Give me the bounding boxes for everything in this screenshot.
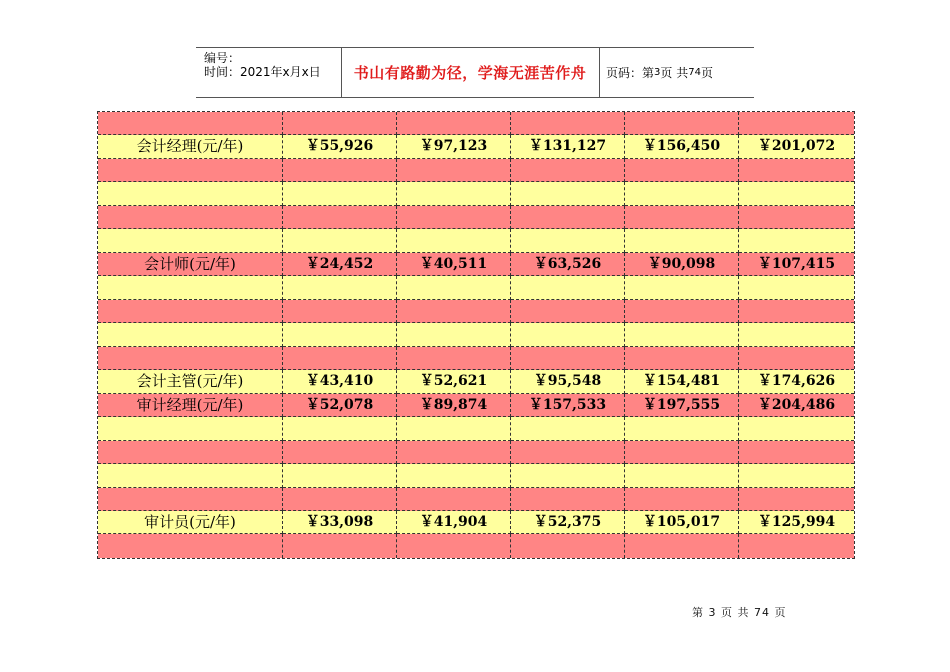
row-label-cell: 会计师(元/年) — [98, 253, 283, 276]
salary-cell — [283, 417, 397, 440]
table-row — [98, 370, 854, 393]
row-label-cell — [98, 229, 283, 252]
salary-cell — [397, 488, 511, 511]
row-label-cell — [98, 276, 283, 299]
salary-cell — [397, 300, 511, 323]
salary-cell — [283, 347, 397, 370]
salary-cell — [625, 464, 739, 487]
salary-cell — [283, 464, 397, 487]
table-row — [98, 253, 854, 276]
table-row — [98, 464, 854, 487]
salary-cell — [739, 534, 854, 557]
row-label-cell: 会计主管(元/年) — [98, 370, 283, 393]
salary-cell: ￥33,098 — [283, 511, 397, 534]
page-footer: 第 3 页 共 74 页 — [692, 606, 787, 619]
salary-cell: ￥197,555 — [625, 394, 739, 417]
salary-cell: ￥40,511 — [397, 253, 511, 276]
table-row — [98, 229, 854, 252]
salary-cell: ￥154,481 — [625, 370, 739, 393]
salary-cell — [511, 464, 625, 487]
salary-cell: ￥43,410 — [283, 370, 397, 393]
salary-cell — [739, 347, 854, 370]
salary-cell — [625, 347, 739, 370]
salary-cell — [397, 441, 511, 464]
salary-cell — [397, 347, 511, 370]
salary-cell: ￥95,548 — [511, 370, 625, 393]
salary-cell — [625, 206, 739, 229]
salary-cell — [283, 323, 397, 346]
salary-cell — [397, 112, 511, 135]
salary-cell — [625, 488, 739, 511]
salary-cell — [739, 323, 854, 346]
row-label-cell — [98, 159, 283, 182]
row-label-cell: 审计员(元/年) — [98, 511, 283, 534]
salary-cell — [625, 417, 739, 440]
salary-cell — [625, 323, 739, 346]
salary-cell: ￥174,626 — [739, 370, 854, 393]
row-label-cell: 审计经理(元/年) — [98, 394, 283, 417]
row-label-cell — [98, 441, 283, 464]
table-row — [98, 347, 854, 370]
salary-cell — [739, 441, 854, 464]
salary-cell: ￥89,874 — [397, 394, 511, 417]
salary-cell — [397, 229, 511, 252]
salary-cell: ￥90,098 — [625, 253, 739, 276]
salary-cell — [283, 276, 397, 299]
header-divider — [599, 48, 600, 97]
header-number-label: 编号： — [204, 51, 241, 65]
salary-cell — [739, 488, 854, 511]
salary-cell: ￥105,017 — [625, 511, 739, 534]
salary-cell — [739, 112, 854, 135]
header-slogan: 书山有路勤为径，学海无涯苦作舟 — [353, 64, 587, 82]
table-row — [98, 206, 854, 229]
salary-cell — [739, 182, 854, 205]
table-row — [98, 300, 854, 323]
salary-cell — [625, 229, 739, 252]
salary-cell — [511, 323, 625, 346]
table-row — [98, 323, 854, 346]
salary-cell — [397, 464, 511, 487]
row-label-cell — [98, 417, 283, 440]
salary-cell — [625, 300, 739, 323]
salary-cell — [283, 159, 397, 182]
salary-cell — [283, 300, 397, 323]
salary-cell — [625, 159, 739, 182]
salary-cell: ￥204,486 — [739, 394, 854, 417]
salary-cell — [511, 300, 625, 323]
salary-cell — [283, 534, 397, 557]
row-label-cell — [98, 206, 283, 229]
salary-cell — [739, 229, 854, 252]
table-row — [98, 394, 854, 417]
row-label-cell — [98, 323, 283, 346]
salary-cell — [397, 323, 511, 346]
salary-cell — [511, 206, 625, 229]
salary-cell — [511, 534, 625, 557]
table-row — [98, 511, 854, 534]
salary-cell — [511, 276, 625, 299]
salary-cell — [283, 488, 397, 511]
salary-cell: ￥63,526 — [511, 253, 625, 276]
salary-cell — [397, 159, 511, 182]
table-row — [98, 112, 854, 135]
salary-cell: ￥52,375 — [511, 511, 625, 534]
salary-cell — [511, 182, 625, 205]
salary-cell: ￥156,450 — [625, 135, 739, 158]
table-row — [98, 135, 854, 158]
salary-cell — [511, 441, 625, 464]
salary-cell — [625, 441, 739, 464]
salary-cell — [625, 534, 739, 557]
salary-cell — [283, 229, 397, 252]
salary-cell — [625, 276, 739, 299]
salary-cell — [397, 206, 511, 229]
table-row — [98, 159, 854, 182]
salary-cell — [283, 206, 397, 229]
row-label-cell: 会计经理(元/年) — [98, 135, 283, 158]
row-label-cell — [98, 488, 283, 511]
salary-cell — [397, 276, 511, 299]
salary-table — [97, 111, 855, 559]
salary-cell — [511, 417, 625, 440]
salary-cell: ￥55,926 — [283, 135, 397, 158]
page-total: 74 — [688, 67, 701, 78]
table-row — [98, 488, 854, 511]
table-row — [98, 534, 854, 557]
salary-cell: ￥97,123 — [397, 135, 511, 158]
salary-cell: ￥52,078 — [283, 394, 397, 417]
salary-cell — [511, 347, 625, 370]
header-info — [196, 48, 341, 97]
salary-cell — [397, 182, 511, 205]
row-label-cell — [98, 112, 283, 135]
salary-cell: ￥107,415 — [739, 253, 854, 276]
table-row — [98, 441, 854, 464]
salary-cell — [283, 182, 397, 205]
row-label-cell — [98, 534, 283, 557]
header-time-label: 时间：2021年x月x日 — [204, 65, 321, 79]
salary-cell — [283, 112, 397, 135]
row-label-cell — [98, 464, 283, 487]
page-header — [196, 47, 754, 98]
salary-cell — [397, 534, 511, 557]
table-row — [98, 417, 854, 440]
salary-cell — [625, 112, 739, 135]
salary-cell — [739, 206, 854, 229]
salary-cell — [511, 488, 625, 511]
salary-cell — [511, 159, 625, 182]
table-row — [98, 182, 854, 205]
salary-cell: ￥131,127 — [511, 135, 625, 158]
row-label-cell — [98, 347, 283, 370]
salary-cell — [739, 464, 854, 487]
salary-cell — [739, 417, 854, 440]
page-mid: 页 共 — [660, 66, 689, 80]
page-prefix: 页码：第 — [606, 66, 655, 80]
salary-cell — [739, 300, 854, 323]
salary-cell: ￥41,904 — [397, 511, 511, 534]
table-row — [98, 276, 854, 299]
salary-cell — [511, 229, 625, 252]
page-current: 3 — [654, 67, 661, 78]
salary-cell — [511, 112, 625, 135]
salary-cell: ￥157,533 — [511, 394, 625, 417]
salary-cell — [625, 182, 739, 205]
salary-cell — [739, 159, 854, 182]
salary-cell: ￥201,072 — [739, 135, 854, 158]
salary-cell — [283, 441, 397, 464]
row-label-cell — [98, 182, 283, 205]
salary-cell: ￥24,452 — [283, 253, 397, 276]
salary-cell — [739, 276, 854, 299]
salary-cell: ￥125,994 — [739, 511, 854, 534]
salary-cell: ￥52,621 — [397, 370, 511, 393]
row-label-cell — [98, 300, 283, 323]
page-suffix: 页 — [700, 66, 713, 80]
header-page-info — [606, 48, 713, 97]
salary-cell — [397, 417, 511, 440]
